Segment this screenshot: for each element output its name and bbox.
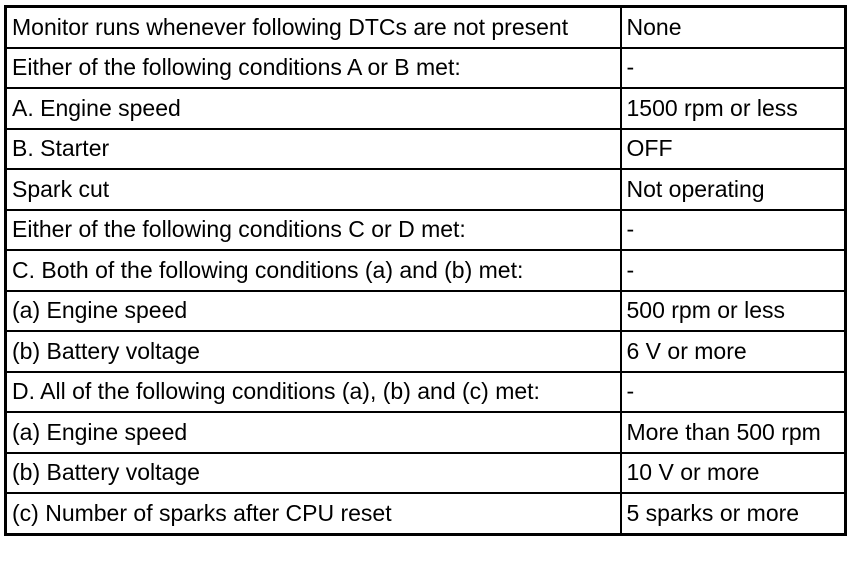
value-cell: - xyxy=(621,210,846,251)
condition-cell: D. All of the following conditions (a), (b) and (c) met: xyxy=(6,372,621,413)
value-cell: - xyxy=(621,372,846,413)
value-cell: 6 V or more xyxy=(621,331,846,372)
value-cell: 10 V or more xyxy=(621,453,846,494)
value-cell: 1500 rpm or less xyxy=(621,88,846,129)
conditions-table xyxy=(4,5,847,536)
table-row xyxy=(6,493,846,534)
condition-cell: A. Engine speed xyxy=(6,88,621,129)
condition-cell: Either of the following conditions C or D met: xyxy=(6,210,621,251)
condition-cell: Either of the following conditions A or B met: xyxy=(6,48,621,89)
condition-cell: (a) Engine speed xyxy=(6,291,621,332)
table-row xyxy=(6,412,846,453)
condition-cell: B. Starter xyxy=(6,129,621,170)
table-row xyxy=(6,88,846,129)
condition-cell: Monitor runs whenever following DTCs are not present xyxy=(6,7,621,48)
condition-cell: (b) Battery voltage xyxy=(6,331,621,372)
value-cell: 500 rpm or less xyxy=(621,291,846,332)
table-row xyxy=(6,210,846,251)
value-cell: More than 500 rpm xyxy=(621,412,846,453)
condition-cell: C. Both of the following conditions (a) and (b) met: xyxy=(6,250,621,291)
condition-cell: (b) Battery voltage xyxy=(6,453,621,494)
value-cell: None xyxy=(621,7,846,48)
value-cell: - xyxy=(621,250,846,291)
table-row xyxy=(6,453,846,494)
condition-cell: Spark cut xyxy=(6,169,621,210)
value-cell: Not operating xyxy=(621,169,846,210)
table-row xyxy=(6,7,846,48)
table-row xyxy=(6,48,846,89)
value-cell: - xyxy=(621,48,846,89)
value-cell: OFF xyxy=(621,129,846,170)
table-row xyxy=(6,331,846,372)
table-row xyxy=(6,250,846,291)
table-row xyxy=(6,372,846,413)
value-cell: 5 sparks or more xyxy=(621,493,846,534)
table-row xyxy=(6,169,846,210)
table-row xyxy=(6,129,846,170)
table-row xyxy=(6,291,846,332)
condition-cell: (a) Engine speed xyxy=(6,412,621,453)
condition-cell: (c) Number of sparks after CPU reset xyxy=(6,493,621,534)
